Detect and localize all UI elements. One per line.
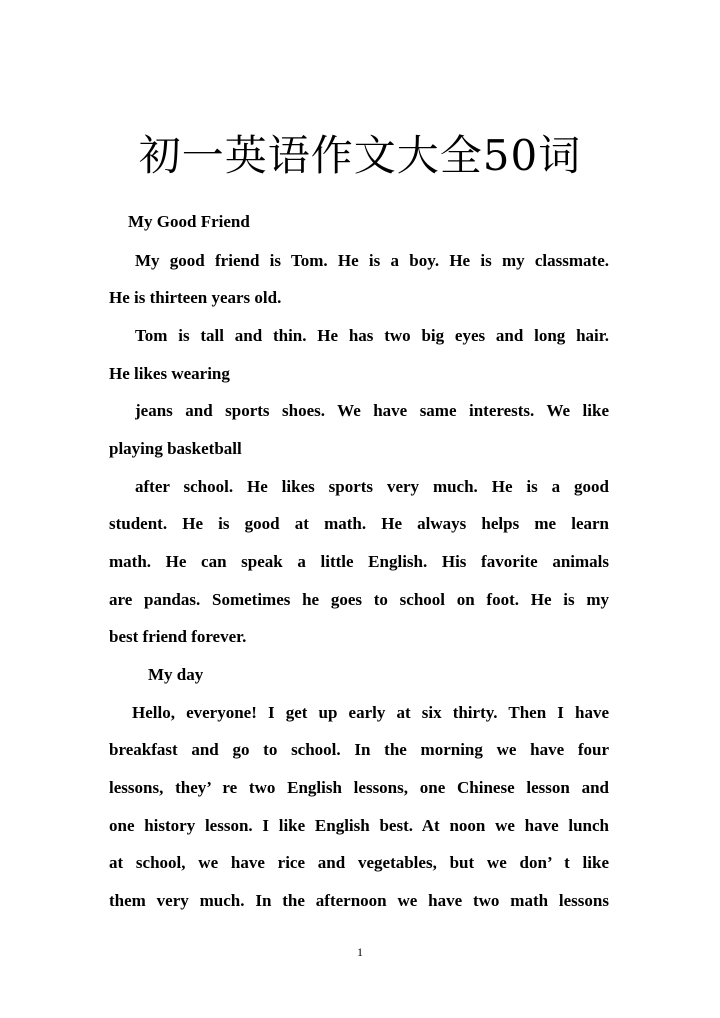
essay1-line: He likes wearing xyxy=(109,364,230,383)
essay1-line: My good friend is Tom. He is a boy. He is my classmate. xyxy=(135,251,609,270)
essay1-line: He is thirteen years old. xyxy=(109,288,282,307)
essay1-line: best friend forever. xyxy=(109,627,247,646)
document-title: 初一英语作文大全50词 xyxy=(138,131,582,180)
essay2-line: at school, we have rice and vegetables, but we don’ t like xyxy=(109,853,609,872)
essay1-line: Tom is tall and thin. He has two big eyes and long hair. xyxy=(135,326,609,345)
page-number: 1 xyxy=(357,945,363,959)
essay1-line: after school. He likes sports very much. He is a good xyxy=(135,477,609,496)
essay1-line: math. He can speak a little English. His favorite animals xyxy=(109,552,609,571)
essay2-line: them very much. In the afternoon we have two math lessons xyxy=(109,891,609,910)
essay1-line: jeans and sports shoes. We have same interests. We like xyxy=(135,401,609,420)
essay2-heading: My day xyxy=(148,665,204,684)
essay2-line: lessons, they’ re two English lessons, one Chinese lesson and xyxy=(109,778,609,797)
essay1-heading: My Good Friend xyxy=(128,212,250,231)
essay1-line: are pandas. Sometimes he goes to school on foot. He is my xyxy=(109,590,609,609)
essay1-line: student. He is good at math. He always helps me learn xyxy=(109,514,609,533)
essay1-line: playing basketball xyxy=(109,439,242,458)
essay2-line: Hello, everyone! I get up early at six thirty. Then I have xyxy=(132,703,609,722)
essay2-line: one history lesson. I like English best. At noon we have lunch xyxy=(109,816,609,835)
essay2-line: breakfast and go to school. In the morning we have four xyxy=(109,740,609,759)
